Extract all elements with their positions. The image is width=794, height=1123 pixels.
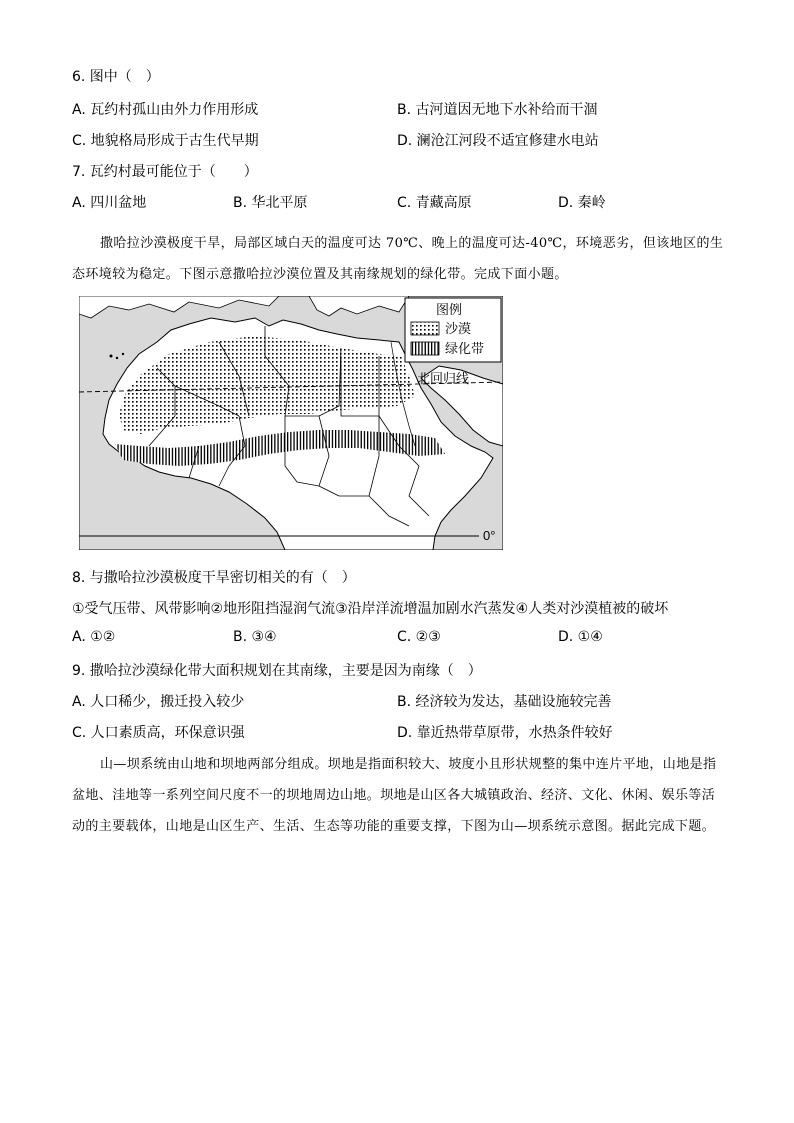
passage-sahara-text: 撒哈拉沙漠极度干旱，局部区域白天的温度可达 70℃、晚上的温度可达-40℃，环境恶劣，但该地区的生态环境较为稳定。下图示意撒哈拉沙漠位置及其南缘规划的绿化带。完成下面小题。 bbox=[72, 236, 724, 282]
legend-desert-swatch bbox=[411, 322, 439, 335]
sahara-map bbox=[79, 296, 503, 550]
legend-desert-label: 沙漠 bbox=[445, 321, 472, 336]
q9-stem: 9. 撒哈拉沙漠绿化带大面积规划在其南缘，主要是因为南缘（ ） bbox=[72, 663, 482, 679]
q9-option-d[interactable]: D. 靠近热带草原带，水热条件较好 bbox=[397, 725, 613, 741]
q6-option-b[interactable]: B. 古河道因无地下水补给而干涸 bbox=[397, 102, 598, 118]
q9-option-b[interactable]: B. 经济较为发达，基础设施较完善 bbox=[397, 694, 612, 710]
passage-sahara bbox=[72, 228, 724, 290]
q6-option-d[interactable]: D. 澜沧江河段不适宜修建水电站 bbox=[397, 133, 599, 149]
equator-label: 0° bbox=[483, 528, 496, 543]
q8-stem: 8. 与撒哈拉沙漠极度干旱密切相关的有（ ） bbox=[72, 570, 356, 586]
q9-option-c[interactable]: C. 人口素质高，环保意识强 bbox=[72, 725, 245, 741]
q7-option-d[interactable]: D. 秦岭 bbox=[558, 195, 606, 211]
q8-option-d[interactable]: D. ①④ bbox=[558, 629, 603, 645]
q7-option-c[interactable]: C. 青藏高原 bbox=[397, 195, 472, 211]
q8-option-a[interactable]: A. ①② bbox=[72, 629, 116, 645]
legend-green-label: 绿化带 bbox=[445, 341, 485, 356]
island-marker bbox=[116, 357, 118, 359]
q8-option-b[interactable]: B. ③④ bbox=[233, 629, 277, 645]
q6-option-c[interactable]: C. 地貌格局形成于古生代早期 bbox=[72, 133, 259, 149]
legend-green-swatch bbox=[411, 342, 439, 355]
q7-stem: 7. 瓦约村最可能位于（ ） bbox=[72, 164, 258, 180]
legend-title: 图例 bbox=[436, 302, 463, 317]
q7-option-a[interactable]: A. 四川盆地 bbox=[72, 195, 147, 211]
q6-option-a[interactable]: A. 瓦约村孤山由外力作用形成 bbox=[72, 102, 259, 118]
q8-statements: ①受气压带、风带影响②地形阻挡湿润气流③沿岸洋流增温加剧水汽蒸发④人类对沙漠植被的破坏 bbox=[72, 601, 669, 617]
sahara-map-svg bbox=[79, 296, 503, 550]
tropic-label: 北回归线 bbox=[417, 371, 470, 386]
q6-stem: 6. 图中（ ） bbox=[72, 69, 160, 85]
passage-mountain-dam-text: 山—坝系统由山地和坝地两部分组成。坝地是指面积较大、坡度小且形状规整的集中连片平地，山地是指盆地、洼地等一系列空间尺度不一的坝地周边山地。坝地是山区各大城镇政治、经济、文化、休闲、娱乐等活动的主要载体，山地是山区生产、生活、生态等功能的重要支撑，下图为山—坝系统示意图。据此完成下题。 bbox=[72, 757, 717, 834]
passage-mountain-dam bbox=[72, 749, 724, 842]
island-marker bbox=[122, 353, 124, 355]
q9-option-a[interactable]: A. 人口稀少，搬迁投入较少 bbox=[72, 694, 245, 710]
q8-option-c[interactable]: C. ②③ bbox=[397, 629, 441, 645]
q7-option-b[interactable]: B. 华北平原 bbox=[233, 195, 308, 211]
island-marker bbox=[110, 355, 113, 358]
